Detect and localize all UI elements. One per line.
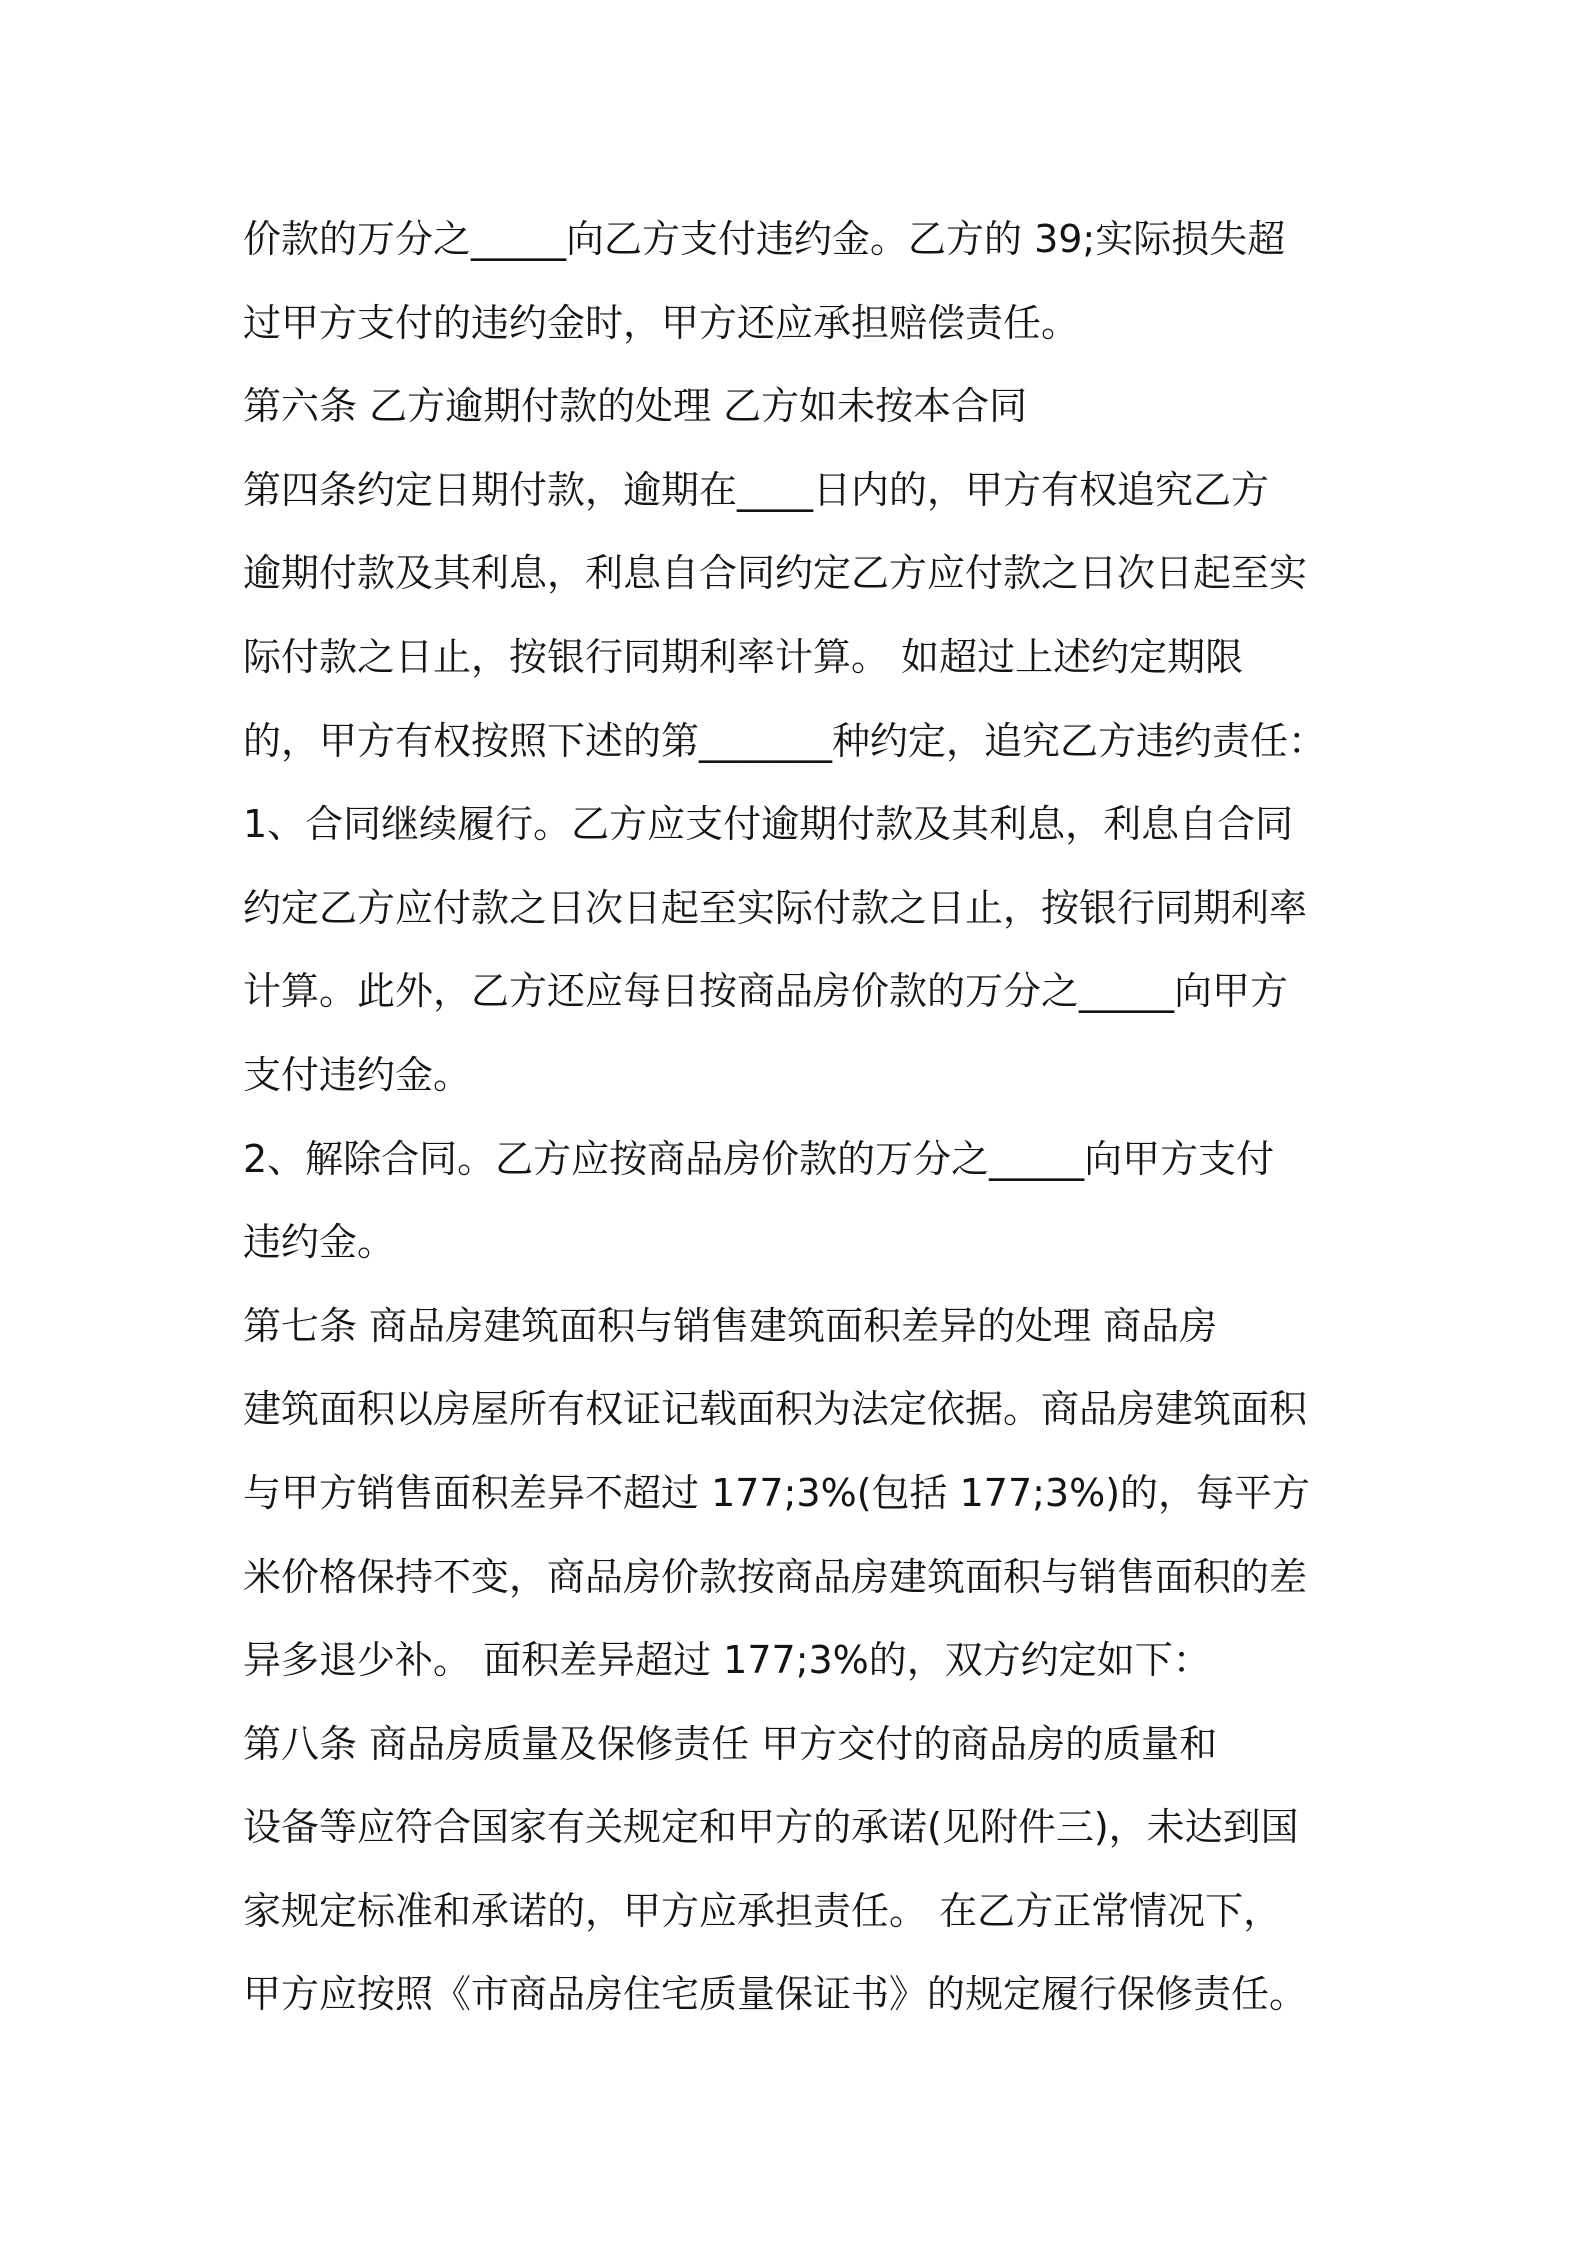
text-line-12: 2、解除合同。乙方应按商品房价款的万分之_____向甲方支付: [243, 1136, 1275, 1181]
text-line-2: 过甲方支付的违约金时，甲方还应承担赔偿责任。: [243, 300, 1080, 345]
text-line-21: 家规定标准和承诺的，甲方应承担责任。 在乙方正常情况下，: [243, 1888, 1282, 1933]
text-line-22: 甲方应按照《市商品房住宅质量保证书》的规定履行保修责任。: [243, 1972, 1308, 2017]
text-line-8: 1、合同继续履行。乙方应支付逾期付款及其利息，利息自合同: [243, 802, 1294, 847]
text-line-6: 际付款之日止，按银行同期利率计算。 如超过上述约定期限: [243, 634, 1244, 679]
text-line-11: 支付违约金。: [243, 1052, 472, 1097]
contract-text: [243, 198, 1355, 2037]
text-line-15: 建筑面积以房屋所有权证记载面积为法定依据。商品房建筑面积: [243, 1387, 1308, 1432]
text-line-4: 第四条约定日期付款，逾期在____日内的，甲方有权追究乙方: [243, 467, 1270, 512]
text-line-10: 计算。此外，乙方还应每日按商品房价款的万分之_____向甲方: [243, 969, 1289, 1014]
text-line-9: 约定乙方应付款之日次日起至实际付款之日止，按银行同期利率: [243, 885, 1308, 930]
text-line-7: 的，甲方有权按照下述的第_______种约定，追究乙方违约责任：: [243, 718, 1327, 763]
text-line-19: 第八条 商品房质量及保修责任 甲方交付的商品房的质量和: [243, 1721, 1218, 1766]
text-line-14: 第七条 商品房建筑面积与销售建筑面积差异的处理 商品房: [243, 1303, 1218, 1348]
text-line-3: 第六条 乙方逾期付款的处理 乙方如未按本合同: [243, 384, 1028, 429]
text-line-5: 逾期付款及其利息，利息自合同约定乙方应付款之日次日起至实: [243, 551, 1308, 596]
text-line-13: 违约金。: [243, 1220, 396, 1265]
text-line-16: 与甲方销售面积差异不超过 177;3%(包括 177;3%)的，每平方: [243, 1470, 1311, 1515]
text-line-20: 设备等应符合国家有关规定和甲方的承诺(见附件三)，未达到国: [243, 1805, 1299, 1850]
text-line-18: 异多退少补。 面积差异超过 177;3%的，双方约定如下：: [243, 1638, 1211, 1683]
text-line-17: 米价格保持不变，商品房价款按商品房建筑面积与销售面积的差: [243, 1554, 1308, 1599]
text-line-1: 价款的万分之_____向乙方支付违约金。乙方的 39;实际损失超: [243, 217, 1286, 261]
